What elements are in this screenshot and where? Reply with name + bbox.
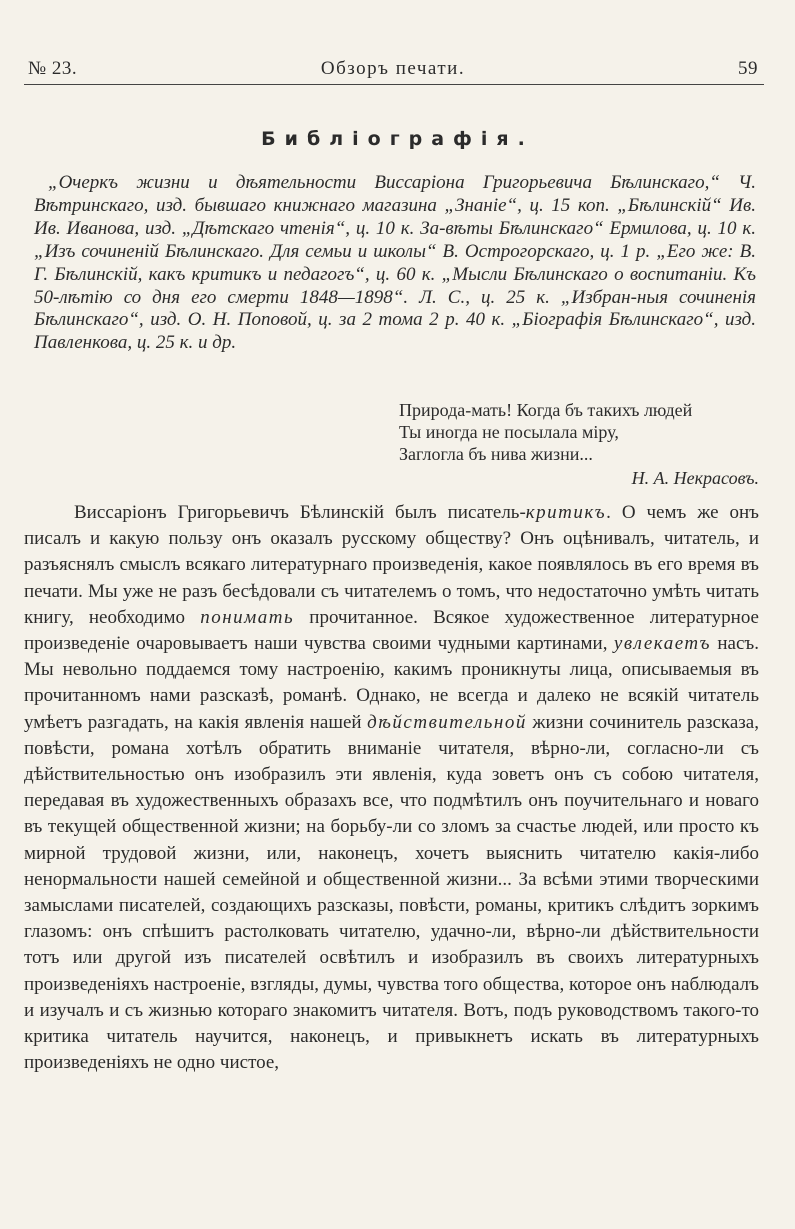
running-head xyxy=(28,58,758,84)
text-run: насъ. Мы невольно поддаемся тому настроенію, какимъ проникнуты лица, описываемыя въ прочитанномъ нами разсказѣ, романѣ. Однако, не всегда и далеко не всякій читатель умѣетъ разгадать, на какія явленія нашей xyxy=(24,633,759,733)
epigraph-line: Природа-мать! Когда бъ такихъ людей xyxy=(399,400,693,420)
text-run: жизни сочинитель разсказа, повѣсти, романа хотѣлъ обратить вниманіе читателя, вѣрно-ли, согласно-ли съ дѣйствительностью онъ изобразилъ эти явленія, куда зоветъ онъ съ собою читателя, передавая въ художественныхъ образахъ все, что подмѣтилъ онъ поучительнаго и новаго въ текущей общественной жизни; на борьбу-ли со зломъ за счастье людей, или просто къ мирной трудовой жизни, или, наконецъ, хочетъ выяснить читателю какія-либо ненормальности нашей семейной и общественной жизни... За всѣми этими творческими замыслами писателей, создающихъ разсказы, повѣсти, романы, критикъ слѣдитъ зоркимъ глазомъ: онъ спѣшитъ растолковать читателю, удачно-ли, вѣрно-ли дѣйствительности тотъ или другой изъ писателей освѣтилъ и изобразилъ въ своихъ литературныхъ произведеніяхъ настроеніе, взгляды, думы, чувства того общества, которое онъ наблюдалъ и изучалъ и съ жизнью котораго знакомитъ читателя. Вотъ, подъ руководствомъ такого-то критика читатель научится, наконецъ, и привыкнетъ искать въ литературныхъ произведеніяхъ не одно чистое, xyxy=(24,711,759,1074)
issue-number: № 23. xyxy=(28,58,78,79)
main-paragraph xyxy=(24,500,759,1076)
bibliography-list: „Очеркъ жизни и дѣятельности Виссаріона Григорьевича Бѣлинскаго,“ Ч. Вѣтринскаго, изд. бывшаго книжнаго магазина „Знаніе“, ц. 15 коп. „Бѣлинскій“ Ив. Ив. Иванова, изд. „Дѣтскаго чтенія“, ц. 10 к. За-вѣты Бѣлинскаго“ Ермилова, ц. 10 к. „Изъ сочиненій Бѣлинскаго. Для семьи и школы“ В. Острогорскаго, ц. 1 р. „Его же: В. Г. Бѣлинскій, какъ критикъ и педагогъ“, ц. 60 к. „Мысли Бѣлинскаго о воспитаніи. Къ 50-лѣтію со дня его смерти 1848—1898“. Л. С., ц. 25 к. „Избран-ныя сочиненія Бѣлинскаго“, изд. О. Н. Поповой, ц. за 2 тома 2 р. 40 к. „Біографія Бѣлинскаго“, изд. Павленкова, ц. 25 к. и др. xyxy=(34,172,756,354)
emphasis: критикъ xyxy=(525,502,607,523)
text-run: . О чемъ же онъ писалъ и какую пользу онъ оказалъ русскому обществу? Онъ оцѣнивалъ, читатель, и разъяснялъ смыслъ всякаго литературнаго произведенія, какое появлялось въ его время въ печати. Мы уже не разъ бесѣдовали съ читателемъ о томъ, что недостаточно умѣть читать книгу, необходимо xyxy=(24,502,759,628)
epigraph-line: Ты иногда не посылала міру, xyxy=(399,422,619,442)
emphasis: понимать xyxy=(200,606,295,628)
epigraph xyxy=(399,399,759,489)
header-rule xyxy=(24,84,764,85)
text-run: Виссаріонъ Григорьевичъ Бѣлинскій былъ писатель- xyxy=(74,502,526,523)
epigraph-line: Заглогла бъ нива жизни... xyxy=(399,444,593,464)
text-run: прочитанное. Всякое художественное литературное произведеніе очаровываетъ наши чувства своими чудными картинами, xyxy=(24,606,759,655)
emphasis: дѣйствительной xyxy=(367,711,527,733)
emphasis: увлекаетъ xyxy=(613,633,711,655)
section-title: Библіографія. xyxy=(261,128,534,150)
epigraph-author: Н. А. Некрасовъ. xyxy=(631,468,759,488)
journal-title: Обзоръ печати. xyxy=(320,58,466,79)
page-number: 59 xyxy=(738,58,758,79)
